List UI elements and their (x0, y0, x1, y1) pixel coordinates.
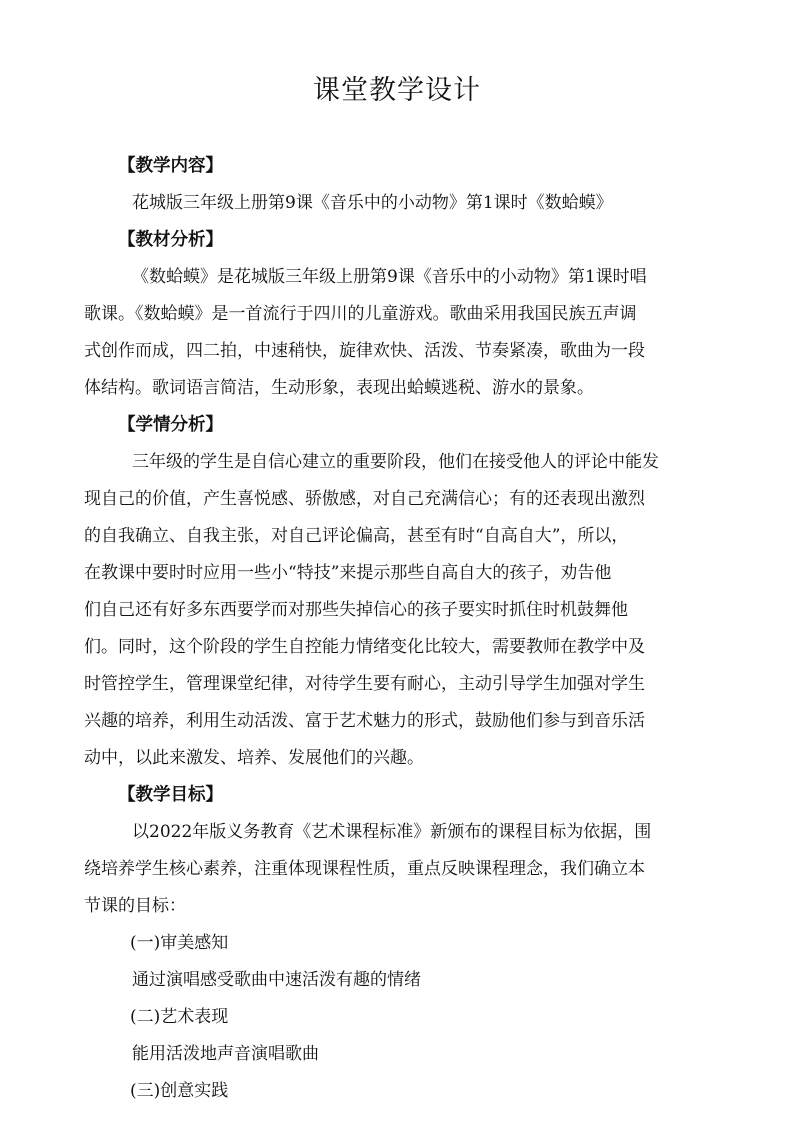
section-heading-student-analysis: 【学情分析】 (118, 415, 223, 435)
section-heading-material-analysis: 【教材分析】 (118, 230, 223, 250)
paragraph-line: 们自己还有好多东西要学而对那些失掉信心的孩子要实时抓住时机鼓舞他 (84, 600, 628, 620)
document-body (84, 148, 710, 1110)
paragraph-line: 动中，以此来激发、培养、发展他们的兴趣。 (84, 748, 424, 768)
paragraph-line: 式创作而成，四二拍，中速稍快，旋律欢快、活泼、节奏紧凑，歌曲为一段 (84, 341, 645, 361)
goal-text: 能用活泼地声音演唱歌曲 (132, 1044, 319, 1064)
paragraph-line: 兴趣的培养，利用生动活泼、富于艺术魅力的形式，鼓励他们参与到音乐活 (84, 711, 645, 731)
paragraph-line: 三年级的学生是自信心建立的重要阶段，他们在接受他人的评论中能发 (132, 452, 659, 472)
paragraph-line: 绕培养学生核心素养，注重体现课程性质，重点反映课程理念，我们确立本 (84, 859, 645, 879)
paragraph-line: 歌课。《数蛤蟆》是一首流行于四川的儿童游戏。歌曲采用我国民族五声调 (84, 304, 637, 324)
paragraph-line: 《数蛤蟆》是花城版三年级上册第9课《音乐中的小动物》第1课时唱 (132, 267, 647, 287)
paragraph-line: 时管控学生，管理课堂纪律，对待学生要有耐心，主动引导学生加强对学生 (84, 674, 645, 694)
section-heading-teaching-goals: 【教学目标】 (118, 785, 223, 805)
goal-text: 通过演唱感受歌曲中速活泼有趣的情绪 (132, 970, 421, 990)
paragraph-line: 以2022年版义务教育《艺术课程标准》新颁布的课程目标为依据，围 (132, 822, 652, 842)
goal-label-creative-practice: (三)创意实践 (130, 1081, 229, 1101)
goal-label-aesthetic-perception: (一)审美感知 (130, 933, 229, 953)
paragraph-line: 体结构。歌词语言简洁，生动形象，表现出蛤蟆逃税、游水的景象。 (84, 378, 594, 398)
paragraph-line: 节课的目标： (84, 896, 186, 916)
paragraph-line: 现自己的价值，产生喜悦感、骄傲感，对自己充满信心；有的还表现出激烈 (84, 489, 645, 509)
paragraph-line: 在教课中要时时应用一些小“特技”来提示那些自高自大的孩子，劝告他 (84, 563, 612, 583)
page-title: 课堂教学设计 (313, 75, 481, 106)
paragraph-line: 们。同时，这个阶段的学生自控能力情绪变化比较大，需要教师在教学中及 (84, 637, 645, 657)
paragraph-line: 花城版三年级上册第9课《音乐中的小动物》第1课时《数蛤蟆》 (132, 193, 613, 213)
paragraph-line: 的自我确立、自我主张，对自己评论偏高，甚至有时“自高自大”，所以， (84, 526, 629, 546)
section-heading-teaching-content: 【教学内容】 (118, 156, 223, 176)
goal-label-artistic-expression: (二)艺术表现 (130, 1007, 229, 1027)
